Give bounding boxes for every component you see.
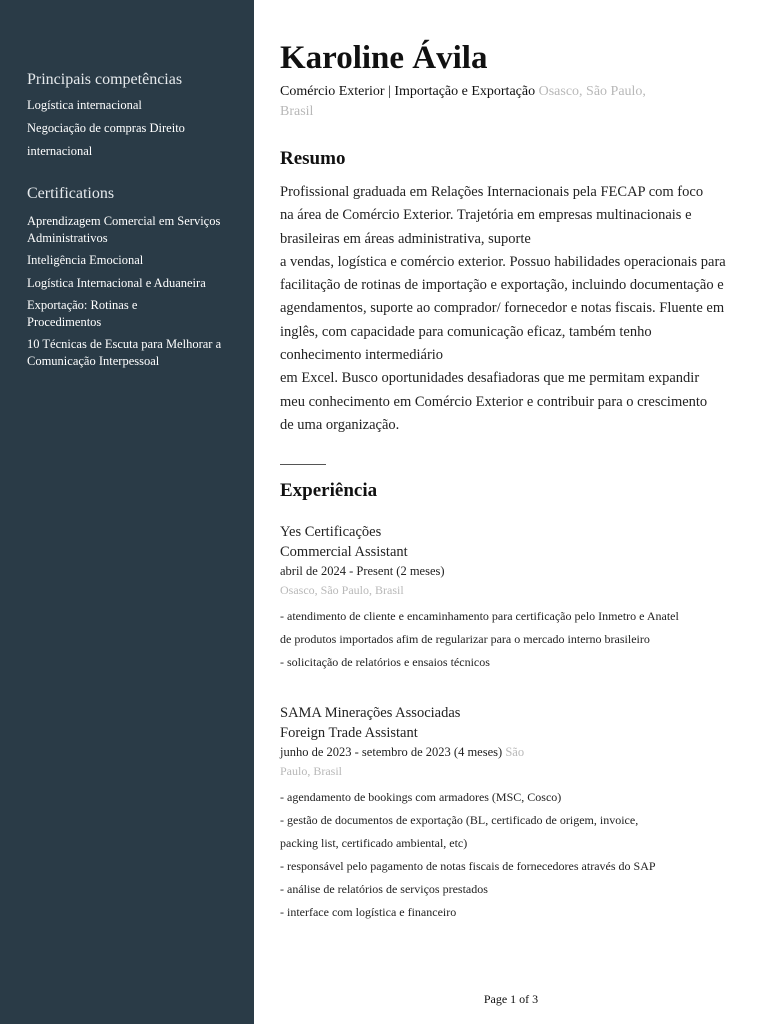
- summary-line: na área de Comércio Exterior. Trajetória em empresas multinacionais e: [280, 207, 692, 224]
- experience-title: Experiência: [280, 480, 378, 501]
- headline: [280, 82, 660, 121]
- certification-item: Logística Internacional e Aduaneira: [27, 275, 206, 290]
- job-bullet: - gestão de documentos de exportação (BL, certificado de origem, invoice,: [280, 813, 639, 827]
- section-divider: [280, 464, 326, 465]
- job-dates: abril de 2024 - Present (2 meses): [280, 564, 445, 578]
- job-role: Foreign Trade Assistant: [280, 725, 418, 741]
- summary-line: facilitação de rotinas de importação e exportação, incluindo documentação e: [280, 277, 724, 294]
- summary-line: de uma organização.: [280, 416, 400, 433]
- certifications-section: [27, 184, 242, 375]
- job-bullet: - solicitação de relatórios e ensaios técnicos: [280, 655, 490, 669]
- summary-text: [280, 181, 750, 437]
- job-entry: [280, 522, 750, 674]
- job-bullet: - responsável pelo pagamento de notas fiscais de fornecedores através do SAP: [280, 859, 656, 873]
- person-name: Karoline Ávila: [280, 40, 488, 76]
- summary-line: brasileiras em áreas administrativa, suporte: [280, 230, 531, 247]
- job-bullet: - interface com logística e financeiro: [280, 905, 457, 919]
- summary-title: Resumo: [280, 148, 346, 169]
- summary-line: em Excel. Busco oportunidades desafiadoras que me permitam expandir: [280, 370, 700, 387]
- summary-line: a vendas, logística e comércio exterior. Possuo habilidades operacionais para: [280, 253, 726, 270]
- summary-line: meu conhecimento em Comércio Exterior e contribuir para o crescimento: [280, 393, 708, 410]
- job-dates-line: [280, 743, 750, 762]
- summary-line: agendamentos, suporte ao comprador/ fornecedor e notas fiscais. Fluente em: [280, 300, 725, 317]
- summary-line: Profissional graduada em Relações Internacionais pela FECAP com foco: [280, 184, 704, 200]
- skill-item: Logística internacional: [27, 98, 142, 112]
- job-bullet: - análise de relatórios de serviços prestados: [280, 882, 488, 896]
- job-bullet: de produtos importados afim de regularizar para o mercado interno brasileiro: [280, 632, 650, 646]
- skill-item: internacional: [27, 144, 93, 158]
- certifications-heading: Certifications: [27, 185, 115, 202]
- job-role: Commercial Assistant: [280, 544, 408, 560]
- skills-section: [27, 70, 242, 163]
- job-location-cont: Paulo, Brasil: [280, 764, 342, 778]
- certification-item: Exportação: Rotinas e Procedimentos: [27, 298, 138, 329]
- summary-line: conhecimento intermediário: [280, 347, 444, 364]
- certification-item: Inteligência Emocional: [27, 253, 144, 267]
- job-bullet: - agendamento de bookings com armadores (MSC, Cosco): [280, 790, 562, 804]
- job-dates: junho de 2023 - setembro de 2023 (4 meses): [280, 745, 503, 759]
- header-location: Osasco, São Paulo, Brasil: [280, 84, 646, 119]
- job-bullet: packing list, certificado ambiental, etc): [280, 836, 468, 850]
- job-entry: [280, 703, 750, 924]
- skills-heading: Principais competências: [27, 71, 183, 88]
- job-company: SAMA Minerações Associadas: [280, 705, 461, 721]
- job-bullet: - atendimento de cliente e encaminhamento para certificação pelo Inmetro e Anatel: [280, 609, 679, 623]
- certification-item: 10 Técnicas de Escuta para Melhorar a Comunicação Interpessoal: [27, 337, 222, 368]
- page-footer: [0, 992, 768, 1007]
- job-location: São: [505, 745, 525, 759]
- job-company: Yes Certificações: [280, 524, 382, 540]
- summary-line: inglês, com capacidade para comunicação eficaz, também tenho: [280, 323, 652, 340]
- job-location: Osasco, São Paulo, Brasil: [280, 583, 404, 597]
- headline-text: Comércio Exterior | Importação e Exportação: [280, 84, 536, 99]
- certification-item: Aprendizagem Comercial em Serviços Administrativos: [27, 214, 221, 245]
- page-number: Page 1 of 3: [483, 992, 539, 1006]
- skill-item: Negociação de compras Direito: [27, 121, 185, 135]
- sidebar: [0, 0, 254, 1024]
